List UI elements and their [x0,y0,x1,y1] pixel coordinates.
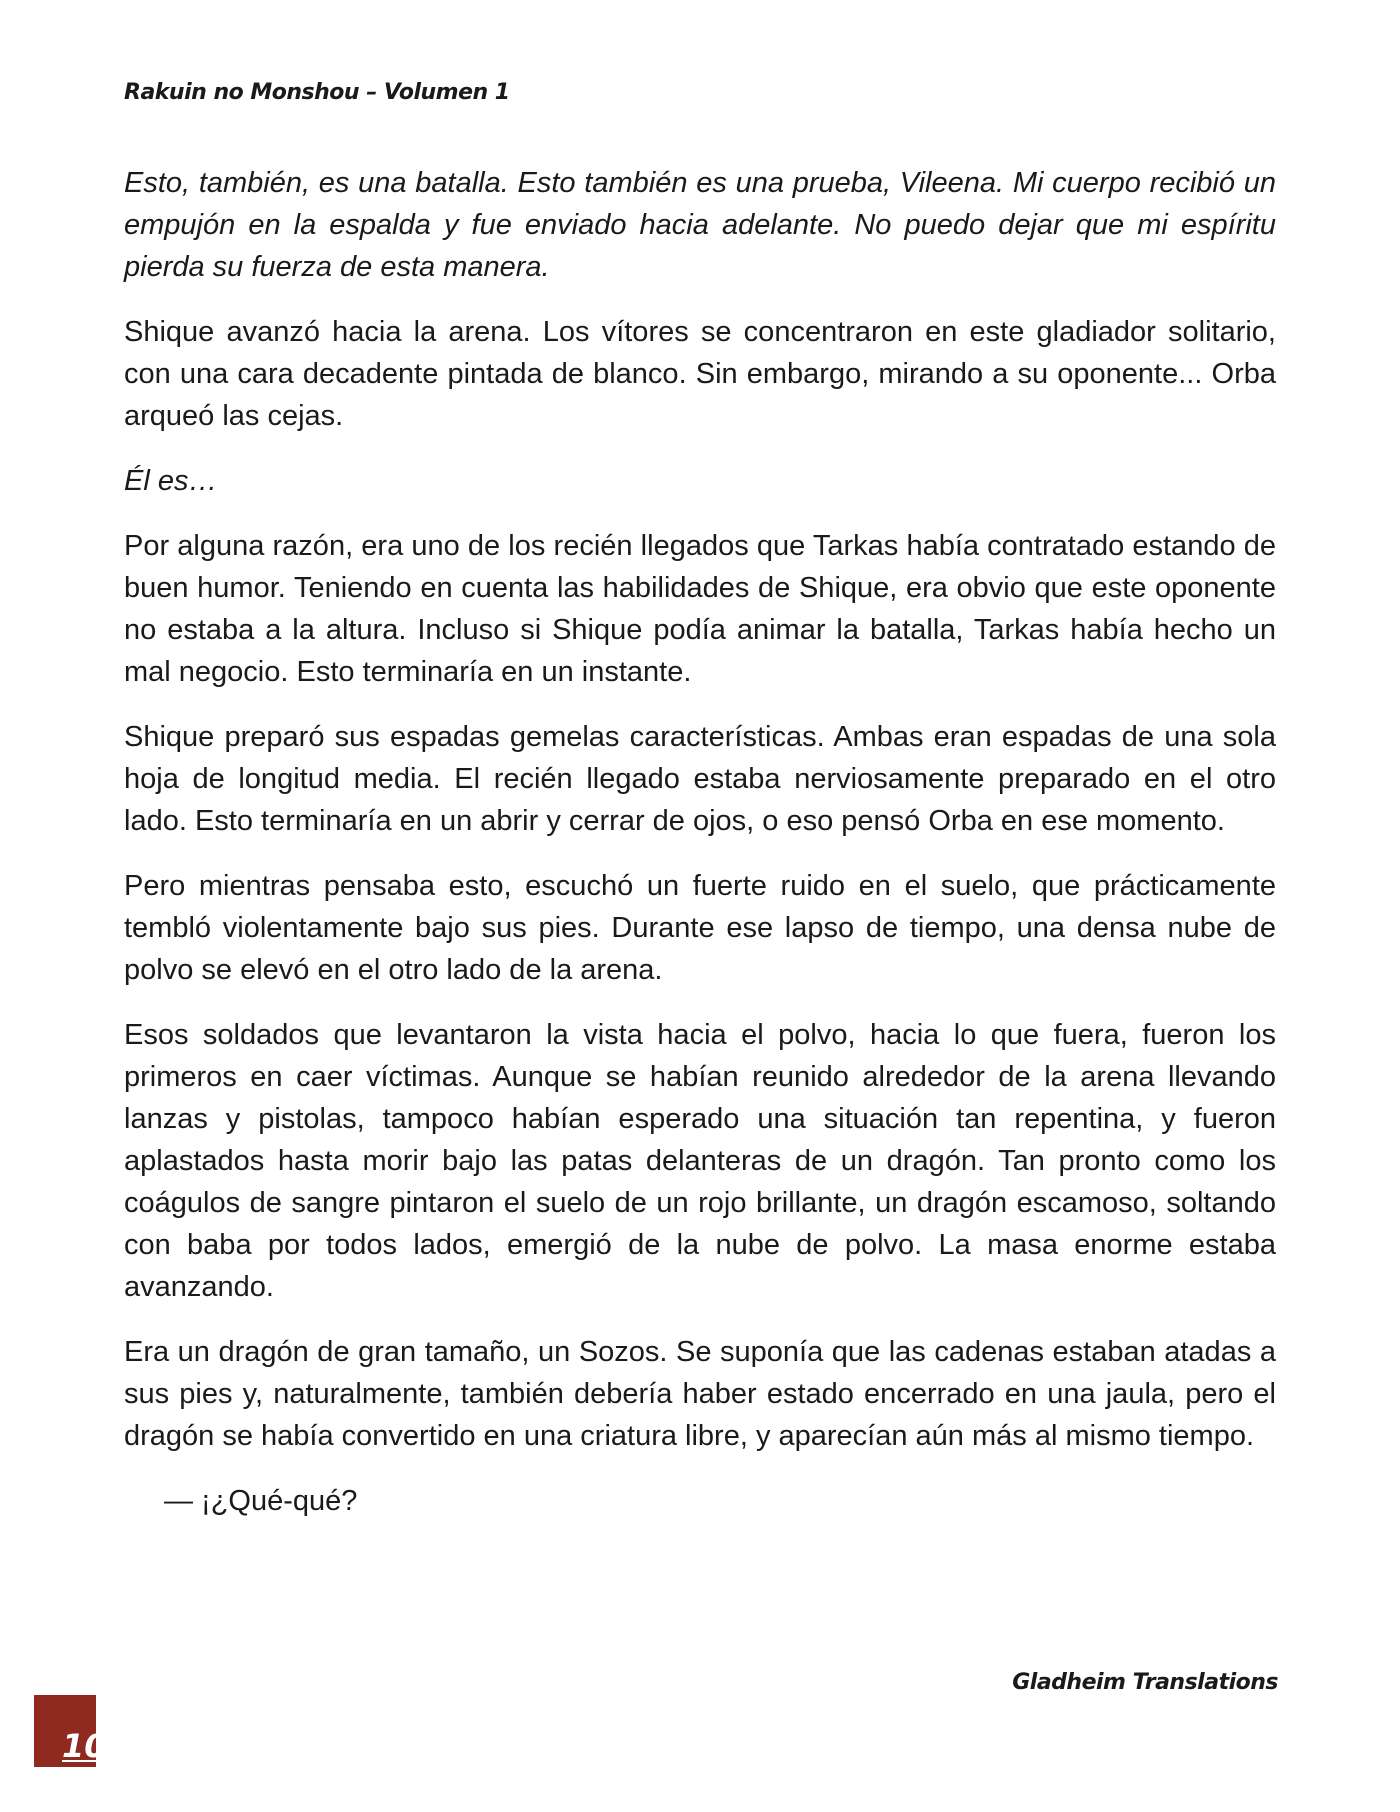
paragraph-7: Esos soldados que levantaron la vista hacia el polvo, hacia lo que fuera, fueron los primeros en caer víctimas. Aunque se habían reunido alrededor de la arena llevando lanzas y pistolas, tampoco habían esperado una situación tan repentina, y fueron aplastados hasta morir bajo las patas delanteras de un dragón. Tan pronto como los coágulos de sangre pintaron el suelo de un rojo brillante, un dragón escamoso, soltando con baba por todos lados, emergió de la nube de polvo. La masa enorme estaba avanzando. [124,1019,1276,1303]
paragraph-2: Shique avanzó hacia la arena. Los vítores se concentraron en este gladiador solitario, con una cara decadente pintada de blanco. Sin embargo, mirando a su oponente... Orba arqueó las cejas. [124,316,1276,432]
paragraph-8: Era un dragón de gran tamaño, un Sozos. Se suponía que las cadenas estaban atadas a sus pies y, naturalmente, también debería haber estado encerrado en una jaula, pero el dragón se había convertido en una criatura libre, y aparecían aún más al mismo tiempo. [124,1336,1276,1452]
running-header: Rakuin no Monshou – Volumen 1 [124,80,510,105]
paragraph-6: Pero mientras pensaba esto, escuchó un fuerte ruido en el suelo, que prácticamente tembló violentamente bajo sus pies. Durante ese lapso de tiempo, una densa nube de polvo se elevó en el otro lado de la arena. [124,870,1276,986]
paragraph-1: Esto, también, es una batalla. Esto también es una prueba, Vileena. Mi cuerpo recibió un empujón en la espalda y fue enviado hacia adelante. No puedo dejar que mi espíritu pierda su fuerza de esta manera. [124,167,1276,283]
dialogue-line: — ¡¿Qué-qué? [164,1485,358,1517]
page-number-badge [34,1695,107,1767]
body-text [124,162,1276,1545]
page-number: 10 [62,1727,107,1765]
paragraph-3: Él es… [124,465,218,497]
translator-credit: Gladheim Translations [1012,1670,1278,1695]
paragraph-5: Shique preparó sus espadas gemelas características. Ambas eran espadas de una sola hoja de longitud media. El recién llegado estaba nerviosamente preparado en el otro lado. Esto terminaría en un abrir y cerrar de ojos, o eso pensó Orba en ese momento. [124,721,1276,837]
paragraph-4: Por alguna razón, era uno de los recién llegados que Tarkas había contratado estando de buen humor. Teniendo en cuenta las habilidades de Shique, era obvio que este oponente no estaba a la altura. Incluso si Shique podía animar la batalla, Tarkas había hecho un mal negocio. Esto terminaría en un instante. [124,530,1276,688]
